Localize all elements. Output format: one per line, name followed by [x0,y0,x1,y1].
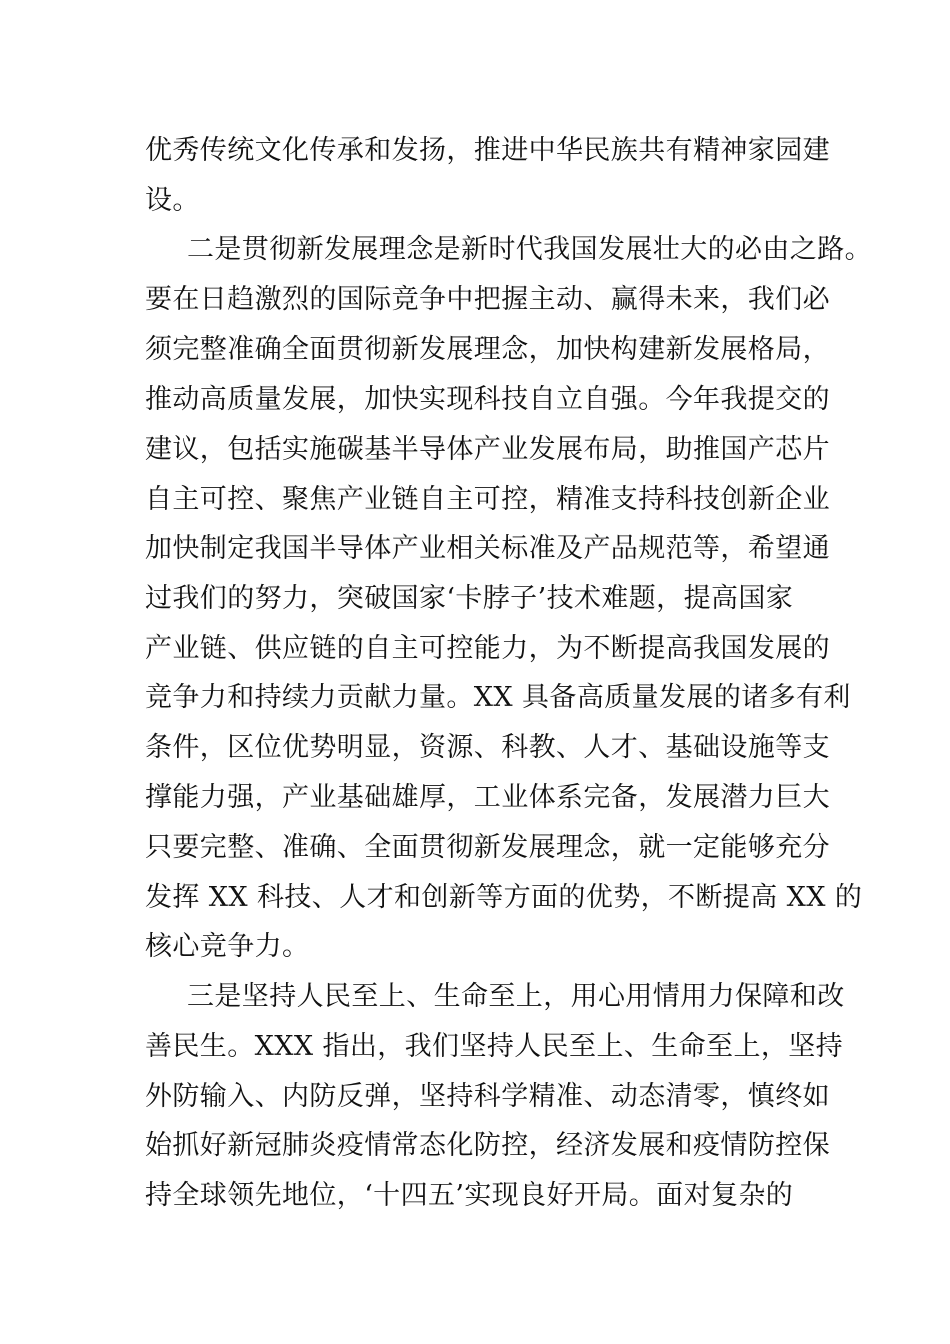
text-line: 推动高质量发展，加快实现科技自立自强。今年我提交的 [145,384,830,415]
text-line: 条件，区位优势明显，资源、科教、人才、基础设施等支 [145,732,830,763]
text-line: 持全球领先地位，‘十四五’实现良好开局。面对复杂的 [145,1180,794,1211]
text-line: 善民生。XXX 指出，我们坚持人民至上、生命至上，坚持 [145,1031,844,1062]
text-line: 发挥 XX 科技、人才和创新等方面的优势，不断提高 XX 的 [145,882,863,913]
text-line: 只要完整、准确、全面贯彻新发展理念，就一定能够充分 [145,832,830,863]
text-line: 自主可控、聚焦产业链自主可控，精准支持科技创新企业 [145,484,830,515]
text-line: 过我们的努力，突破国家‘卡脖子’技术难题，提高国家 [145,583,794,614]
text-line: 外防输入、内防反弹，坚持科学精准、动态清零，慎终如 [145,1081,830,1112]
text-line: 要在日趋激烈的国际竞争中把握主动、赢得未来，我们必 [145,284,830,315]
text-line: 加快制定我国半导体产业相关标准及产品规范等，希望通 [145,533,830,564]
text-line: 核心竞争力。 [145,931,310,962]
paragraph-start-line: 三是坚持人民至上、生命至上，用心用情用力保障和改 [187,981,845,1012]
text-line: 竞争力和持续力贡献力量。XX 具备高质量发展的诸多有利 [145,682,851,713]
text-line: 产业链、供应链的自主可控能力，为不断提高我国发展的 [145,633,830,664]
text-line: 撑能力强，产业基础雄厚，工业体系完备，发展潜力巨大 [145,782,830,813]
text-line: 建议，包括实施碳基半导体产业发展布局，助推国产芯片 [145,434,830,465]
text-line: 设。 [145,185,200,216]
text-line: 优秀传统文化传承和发扬，推进中华民族共有精神家园建 [145,135,830,166]
text-line: 始抓好新冠肺炎疫情常态化防控，经济发展和疫情防控保 [145,1130,830,1161]
text-line: 须完整准确全面贯彻新发展理念，加快构建新发展格局， [145,334,830,365]
paragraph-start-line: 二是贯彻新发展理念是新时代我国发展壮大的必由之路。 [187,234,872,265]
